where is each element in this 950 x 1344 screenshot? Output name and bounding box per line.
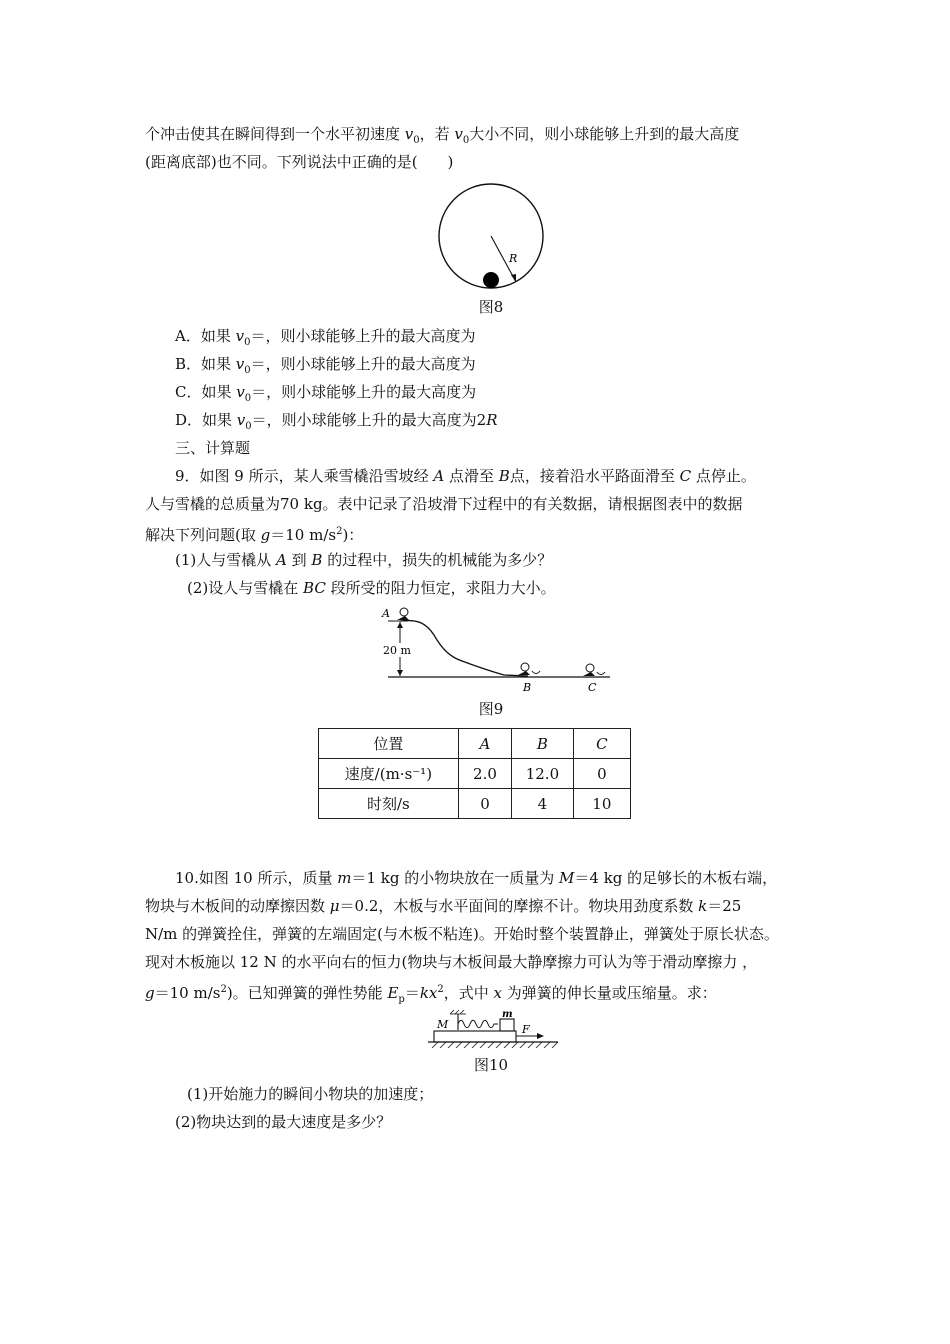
snow-slope [400, 621, 528, 676]
sled-b-icon [518, 663, 540, 675]
header-point-a: A [458, 729, 511, 759]
cell-time-b: 4 [512, 789, 573, 819]
row-label-speed: 速度/(m·s⁻¹) [319, 759, 459, 789]
q8-stem-line-2: (距离底部)也不同。下列说法中正确的是( ) [145, 153, 454, 171]
point-a-label: A [382, 607, 390, 620]
spring-coil [458, 1020, 498, 1028]
q8-option-c: C．如果 $v_0=$，则小球能够上升的最大高度为 [175, 383, 477, 404]
radius-label: R [509, 252, 518, 265]
label-F: F [522, 1023, 530, 1036]
cell-speed-c: 0 [573, 759, 630, 789]
label-m: m [502, 1009, 513, 1020]
figure-9-caption: 图9 [478, 700, 504, 718]
q8-stem-line-1: 个冲击使其在瞬间得到一个水平初速度 $v_0$，若 $v_0$大小不同，则小球能够上升到的最大高度 [145, 125, 740, 146]
q10-sub-question-2: (2)物块达到的最大速度是多少？ [175, 1113, 392, 1131]
point-b-label: B [523, 681, 532, 694]
header-point-c: C [573, 729, 630, 759]
figure-10-spring-board [424, 1006, 564, 1052]
q10-stem-line-4: 现对木板施以 12 N 的水平向右的恒力(物块与木板间最大静摩擦力可认为等于滑动摩擦力 ， [145, 953, 758, 971]
cell-time-a: 0 [458, 789, 511, 819]
point-c-label: C [588, 681, 597, 694]
q8-option-a: A．如果 $v_0=$，则小球能够上升的最大高度为 [175, 327, 476, 348]
label-M: M [437, 1018, 449, 1031]
floor-hatching [432, 1042, 558, 1048]
header-position: 位置 [319, 729, 459, 759]
height-arrow-down [397, 670, 403, 676]
block-m [500, 1019, 514, 1031]
ball [483, 272, 499, 288]
q9-stem-line-3: 解决下列问题(取 g＝10 $m/s^2$)： [145, 526, 364, 544]
q9-data-table [318, 728, 631, 819]
figure-8-circle [432, 178, 550, 296]
q10-stem-line-2: 物块与木板间的动摩擦因数 μ＝0.2，木板与水平面间的摩擦不计。物块用劲度系数 k＝25 [145, 897, 742, 915]
figure-10-caption: 图10 [473, 1056, 509, 1074]
radius-arrowhead [511, 274, 516, 282]
q9-stem-line-2: 人与雪橇的总质量为70 kg。表中记录了沿坡滑下过程中的有关数据，请根据图表中的数据 [145, 495, 743, 513]
force-arrowhead [537, 1033, 544, 1039]
table-header-row [319, 729, 631, 759]
q10-stem-line-1: 10.如图 10 所示，质量 m＝1 kg 的小物块放在一质量为 M＝4 kg 的足够长的木板右端， [175, 869, 778, 887]
table-row-speed [319, 759, 631, 789]
cell-time-c: 10 [573, 789, 630, 819]
height-arrow-up [397, 622, 403, 628]
q9-sub-question-2: (2)设人与雪橇在 BC 段所受的阻力恒定，求阻力大小。 [187, 579, 556, 597]
sled-c-icon [583, 664, 605, 676]
figure-8-caption: 图8 [478, 298, 504, 316]
cell-speed-a: 2.0 [458, 759, 511, 789]
height-label: 20 m [383, 644, 411, 657]
q8-option-b: B．如果 $v_0=$，则小球能够上升的最大高度为 [175, 355, 476, 376]
q10-sub-question-1: (1)开始施力的瞬间小物块的加速度； [187, 1085, 434, 1103]
q10-stem-line-5: g＝10 $m/s^2$)。已知弹簧的弹性势能 $E_p=kx^2$，式中 x 为弹簧的伸长量或压缩量。求： [145, 984, 717, 1005]
q8-option-d: D．如果 $v_0=$，则小球能够上升的最大高度为2R [175, 411, 498, 432]
q9-sub-question-1: (1)人与雪橇从 A 到 B 的过程中，损失的机械能为多少？ [175, 551, 553, 569]
section-heading: 三、计算题 [175, 439, 251, 457]
q10-stem-line-3: N/m 的弹簧拴住，弹簧的左端固定(与木板不粘连)。开始时整个装置静止，弹簧处于原长状态。 [145, 925, 779, 943]
header-point-b: B [512, 729, 573, 759]
board-M [434, 1031, 516, 1042]
cell-speed-b: 12.0 [512, 759, 573, 789]
sled-a-icon [397, 608, 409, 620]
q9-stem-line-1: 9．如图 9 所示，某人乘雪橇沿雪坡经 A 点滑至 B点，接着沿水平路面滑至 C 点停止。 [175, 467, 756, 485]
wall-hatching [450, 1010, 466, 1014]
row-label-time: 时刻/s [319, 789, 459, 819]
figure-9-slope [378, 605, 618, 697]
table-row-time [319, 789, 631, 819]
